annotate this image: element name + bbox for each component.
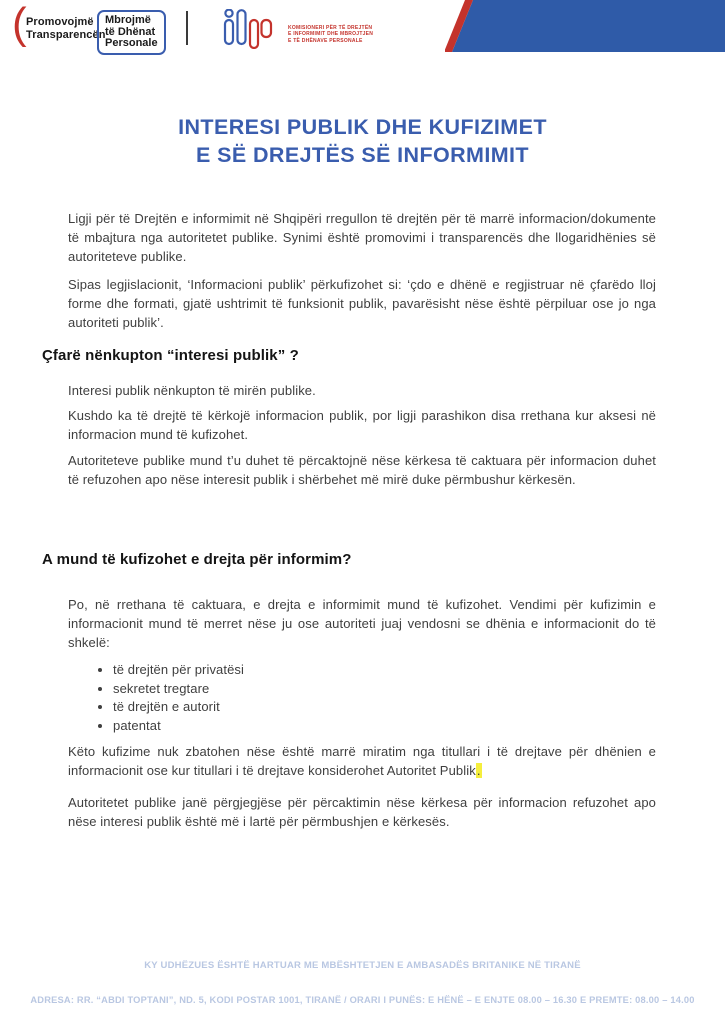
page-title-line1: INTERESI PUBLIK DHE KUFIZIMET — [178, 115, 547, 139]
bullet-item-patents: • patentat — [113, 717, 244, 736]
data-protection-badge — [97, 10, 166, 55]
section2-paragraph-1: Po, në rrethana të caktuara, e drejta e informimit mund të kufizohet. Vendimi për kufizimin e informacionit mund të merret nëse ju ose autoriteti juaj vendosni se dhënia e informacionit do të shkelë: — [68, 597, 656, 650]
promote-transparency-label — [26, 16, 106, 41]
section2-paragraph-2-text: Këto kufizime nuk zbatohen nëse është marrë miratim nga titullari i të drejtave për dhënien e informacionit ose kur titullari i të drejtave konsiderohet Autoritet Publik — [68, 744, 656, 778]
section1-paragraph-2: Kushdo ka të drejtë të kërkojë informacion publik, por ligji parashikon disa rrethana kur aksesi në informacion mund të kufizohet. — [68, 408, 656, 442]
intro-paragraph-1: Ligji për të Drejtën e informimit në Shqipëri rregullon të drejtën për të marrë informacion/dokumente të mbajtura nga autoritetet publike. Synimi është promovimi i transparencës dhe llogaridhënies së autoriteteve publike. — [68, 211, 656, 264]
red-bracket-icon: ( — [12, 0, 27, 48]
page-title-line2: E SË DREJTËS SË INFORMIMIT — [196, 143, 529, 167]
section1-paragraph-3: Autoriteteve publike mund t’u duhet të përcaktojnë nëse kërkesa të caktuara për informacion duhet të refuzohen apo nëse interesit publik i shërbehet më mirë duke përmbushur kërkesën. — [68, 453, 656, 487]
footer-address-line: ADRESA: RR. “ABDI TOPTANI”, ND. 5, KODI POSTAR 1001, TIRANË / ORARI I PUNËS: E HËNË – E ENJTE 08.00 – 16.30 E PREMTE: 08.00 – 14.00 — [30, 995, 695, 1005]
promote-transparency-line2: Transparencën — [26, 28, 106, 41]
section2-paragraph-3: Autoritetet publike janë përgjegjëse për përcaktimin nëse kërkesa për informacion refuzohet apo nëse interesi publik është më i lartë për përmbushjen e kërkesës. — [68, 795, 656, 829]
section-heading-public-interest: Çfarë nënkupton “interesi publik” ? — [42, 347, 299, 364]
section1-paragraph-1: Interesi publik nënkupton të mirën publike. — [68, 383, 316, 398]
header-divider — [186, 11, 188, 45]
footer-support-line: KY UDHËZUES ËSHTË HARTUAR ME MBËSHTETJEN E AMBASADËS BRITANIKE NË TIRANË — [144, 960, 581, 971]
data-protection-badge-line2: të Dhënat — [105, 25, 156, 38]
corner-banner-decoration — [445, 0, 725, 52]
idp-logo-caption — [288, 25, 373, 44]
section-heading-limitations: A mund të kufizohet e drejta për informim? — [42, 551, 352, 568]
highlight-mark: . — [476, 763, 481, 778]
data-protection-badge-line3: Personale — [105, 37, 158, 49]
idp-caption-line3: E TË DHËNAVE PERSONALE — [288, 37, 363, 44]
section2-paragraph-2 — [68, 742, 656, 780]
page-title — [0, 113, 725, 169]
idp-caption-line1: KOMISIONERI PËR TË DREJTËN — [288, 25, 373, 31]
promote-transparency-line1: Promovojmë — [26, 16, 94, 28]
limitation-bullet-list — [100, 661, 244, 735]
idp-commissioner-logo-icon — [221, 9, 279, 49]
bullet-item-trade-secrets: • sekretet tregtare — [113, 680, 244, 699]
data-protection-badge-line1: Mbrojmë — [105, 14, 151, 26]
bullet-item-copyright: • të drejtën e autorit — [113, 698, 244, 717]
idp-caption-line2: E INFORMIMIT DHE MBROJTJEN — [288, 31, 374, 38]
intro-paragraph-2: Sipas legjislacionit, ‘Informacioni publik’ përkufizohet si: ‘çdo e dhënë e regjistruar në çfarëdo lloj forme dhe formati, gjatë ushtrimit të funksionit publik, pavarësisht nëse është përpiluar ose jo nga autoriteti publik’. — [68, 277, 656, 330]
bullet-item-privacy: • të drejtën për privatësi — [113, 661, 244, 680]
